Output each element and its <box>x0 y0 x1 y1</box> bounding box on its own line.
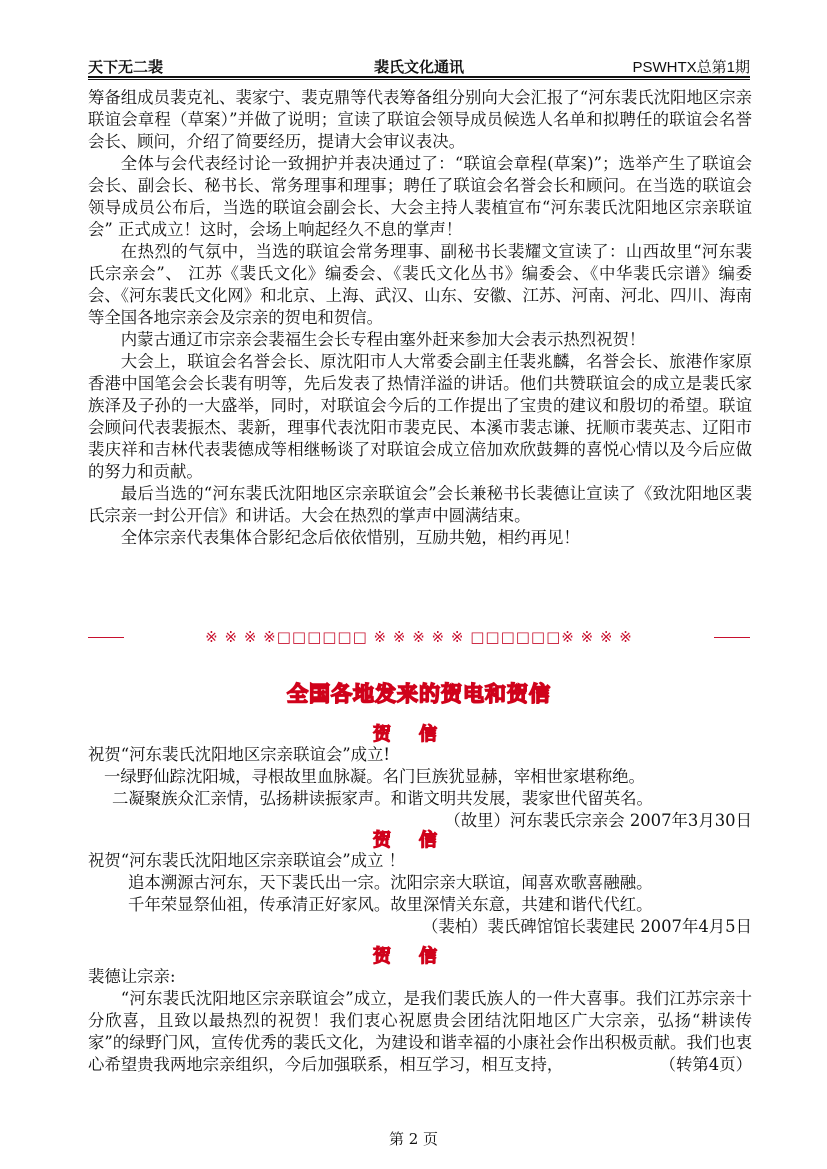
letter-title: 贺信 <box>373 830 465 851</box>
article-paragraph: 全体宗亲代表集体合影纪念后依依惜别，互励共勉，相约再见！ <box>120 528 580 547</box>
divider-ornament: ※ ※ ※ ※□□□□□□ ※ ※ ※ ※ ※ □□□□□□※ ※ ※ ※ <box>205 628 633 646</box>
continued-note: （转第4页） <box>659 1055 752 1074</box>
letter-line: 一绿野仙踪沈阳城，寻根故里血脉凝。名门巨族犹显赫，宰相世家堪称绝。 <box>104 767 645 786</box>
article-paragraph: 内蒙古通辽市宗亲会裴福生会长专程由塞外赶来参加大会表示热烈祝贺！ <box>120 330 646 349</box>
article-paragraph: 最后当选的“河东裴氏沈阳地区宗亲联谊会”会长兼秘书长裴德让宣读了《致沈阳地区裴氏宗亲一封公开信》和讲话。大会在热烈的掌声中圆满结束。 <box>88 484 752 525</box>
letter-title: 贺信 <box>373 724 465 745</box>
article-paragraph: 大会上，联谊会名誉会长、原沈阳市人大常委会副主任裴兆麟，名誉会长、旅港作家原香港中国笔会会长裴有明等，先后发表了热情洋溢的讲话。他们共赞联谊会的成立是裴氏家族泽及子孙的一大盛举，同时，对联谊会今后的工作提出了宝贵的建议和殷切的希望。联谊会顾问代表裴振杰、裴新，理事代表沈阳市裴克民、本溪市裴志谦、抚顺市裴英志、辽阳市裴庆祥和吉林代表裴德成等相继畅谈了对联谊会成立倍加欢欣鼓舞的喜悦心情以及今后应做的努力和贡献。 <box>88 352 752 481</box>
letter-title: 贺信 <box>373 946 465 967</box>
section-title: 全国各地发来的贺电和贺信 <box>287 682 551 706</box>
header-publication-title: 裴氏文化通讯 <box>373 58 464 76</box>
header-motto: 天下无二裴 <box>88 58 164 76</box>
section-divider <box>88 625 750 649</box>
article-paragraph: 筹备组成员裴克礼、裴家宁、裴克鼎等代表筹备组分别向大会汇报了“河东裴氏沈阳地区宗亲联谊会章程（草案）”并做了说明；宣读了联谊会领导成员候选人名单和拟聘任的联谊会名誉会长、顾问，介绍了简要经历，提请大会审议表决。 <box>88 88 753 151</box>
header-rule <box>88 76 750 78</box>
letter-line: 千年荣显祭仙祖，传承清正好家风。故里深情关东意，共建和谐代代红。 <box>128 895 653 914</box>
letter-line: 祝贺“河东裴氏沈阳地区宗亲联谊会”成立 ！ <box>88 851 405 870</box>
letter-2 <box>88 850 752 938</box>
article-paragraph: 在热烈的气氛中，当选的联谊会常务理事、副秘书长裴耀文宣读了：山西故里“河东裴氏宗亲会”、 江苏《裴氏文化》编委会、《裴氏文化丛书》编委会、《中华裴氏宗谱》编委会、《河东裴氏文化网》和北京、上海、武汉、山东、安徽、江苏、河南、河北、四川、海南等全国各地宗亲会及宗亲的贺电和贺信。 <box>88 242 752 327</box>
letter-body-text: “河东裴氏沈阳地区宗亲联谊会”成立，是我们裴氏族人的一件大喜事。我们江苏宗亲十分欣喜，且致以最热烈的祝贺！我们衷心祝愿贵会团结沈阳地区广大宗亲，弘扬“耕读传家”的绿野门风，宣传优秀的裴氏文化，为建设和谐幸福的小康社会作出积极贡献。我们也衷心希望贵我两地宗亲组织，今后加强联系，相互学习，相互支持， <box>88 989 753 1074</box>
letter-3 <box>88 966 752 1076</box>
letter-line: 追本溯源古河东，天下裴氏出一宗。沈阳宗亲大联谊，闻喜欢歌喜融融。 <box>128 873 653 892</box>
letter-1 <box>88 744 752 832</box>
letter-signature: （故里）河东裴氏宗亲会 2007年3月30日 <box>444 811 752 830</box>
divider-line-right <box>714 637 750 638</box>
letter-line: 祝贺“河东裴氏沈阳地区宗亲联谊会”成立! <box>88 745 390 764</box>
article-body <box>88 87 752 549</box>
article-paragraph: 全体与会代表经讨论一致拥护并表决通过了：“联谊会章程(草案)”；选举产生了联谊会会长、副会长、秘书长、常务理事和理事；聘任了联谊会名誉会长和顾问。在当选的联谊会领导成员公布后，当选的联谊会副会长、大会主持人裴植宣布“河东裴氏沈阳地区宗亲联谊会” 正式成立！这时，会场上响起经久不息的掌声！ <box>88 154 752 239</box>
letter-body <box>88 988 752 1076</box>
letter-line: 二凝聚族众汇亲情，弘扬耕读振家声。和谐文明共发展，裴家世代留英名。 <box>112 789 653 808</box>
page-number: 第 2 页 <box>388 1130 439 1148</box>
header-issue-number: PSWHTX总第1期 <box>632 59 750 76</box>
header-rule-thin <box>88 79 750 80</box>
divider-line-left <box>88 637 124 638</box>
letter-greeting: 裴德让宗亲: <box>88 967 176 986</box>
page-header <box>88 56 750 76</box>
letter-signature: （裴柏）裴氏碑馆馆长裴建民 2007年4月5日 <box>421 917 752 936</box>
